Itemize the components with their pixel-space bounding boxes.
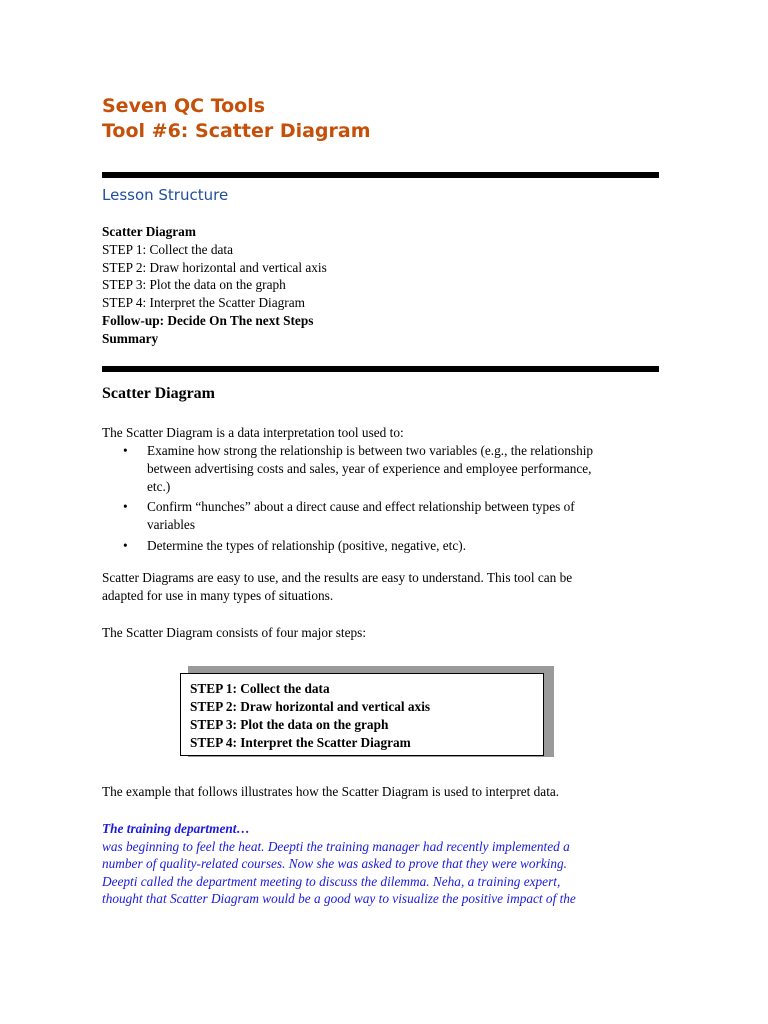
bullet-icon: • [123,443,128,458]
story-line: thought that Scatter Diagram would be a good way to visualize the positive impact of the [102,891,576,906]
bullet-line: Determine the types of relationship (positive, negative, etc). [147,538,467,553]
paragraph-line: adapted for use in many types of situations. [102,588,334,603]
story-line: was beginning to feel the heat. Deepti the training manager had recently implemented a [102,838,570,854]
purpose-bullet-list [102,442,662,555]
steps-box [180,673,544,756]
scatter-diagram-heading: Scatter Diagram [102,385,215,402]
story-lead: The training department… [102,821,250,836]
intro-paragraph: The Scatter Diagram is a data interpretation tool used to: [102,425,404,440]
step-line: STEP 4: Interpret the Scatter Diagram [190,735,411,750]
bullet-item [102,442,662,496]
bullet-icon: • [123,538,128,553]
bullet-line: between advertising costs and sales, year of experience and employee performance, [147,461,592,476]
paragraph-line: Scatter Diagrams are easy to use, and the results are easy to understand. This tool can be [102,570,573,585]
lesson-item: Summary [102,330,159,346]
training-story [102,820,576,908]
title-line-1: Seven QC Tools [102,95,266,117]
document-title [102,94,371,144]
lesson-item: STEP 4: Interpret the Scatter Diagram [102,295,305,311]
story-line: number of quality-related courses. Now she was asked to prove that they were working. [102,856,567,871]
bullet-line: Confirm “hunches” about a direct cause and effect relationship between types of [147,499,575,514]
step-line: STEP 2: Draw horizontal and vertical axis [190,699,431,714]
lesson-structure-list [102,223,327,348]
bullet-line: variables [147,517,195,532]
lesson-structure-heading: Lesson Structure [102,186,229,204]
title-line-2: Tool #6: Scatter Diagram [102,120,371,142]
bullet-line: Examine how strong the relationship is between two variables (e.g., the relationship [147,443,594,458]
steps-intro-paragraph: The Scatter Diagram consists of four major steps: [102,625,367,640]
lesson-item: Scatter Diagram [102,224,196,239]
bullet-item [102,498,662,534]
bullet-line: etc.) [147,479,171,494]
lesson-item: STEP 2: Draw horizontal and vertical axis [102,259,327,275]
lesson-item: STEP 1: Collect the data [102,241,233,257]
ease-of-use-paragraph [102,569,572,605]
example-intro-paragraph: The example that follows illustrates how the Scatter Diagram is used to interpret data. [102,784,560,799]
section-divider-bottom [102,366,659,372]
step-line: STEP 1: Collect the data [190,681,330,696]
bullet-icon: • [123,499,128,514]
section-divider-top [102,172,659,178]
lesson-item: STEP 3: Plot the data on the graph [102,277,286,293]
lesson-item: Follow-up: Decide On The next Steps [102,312,314,328]
bullet-item [102,537,662,555]
step-line: STEP 3: Plot the data on the graph [190,717,389,732]
story-line: Deepti called the department meeting to discuss the dilemma. Neha, a training expert, [102,873,561,889]
